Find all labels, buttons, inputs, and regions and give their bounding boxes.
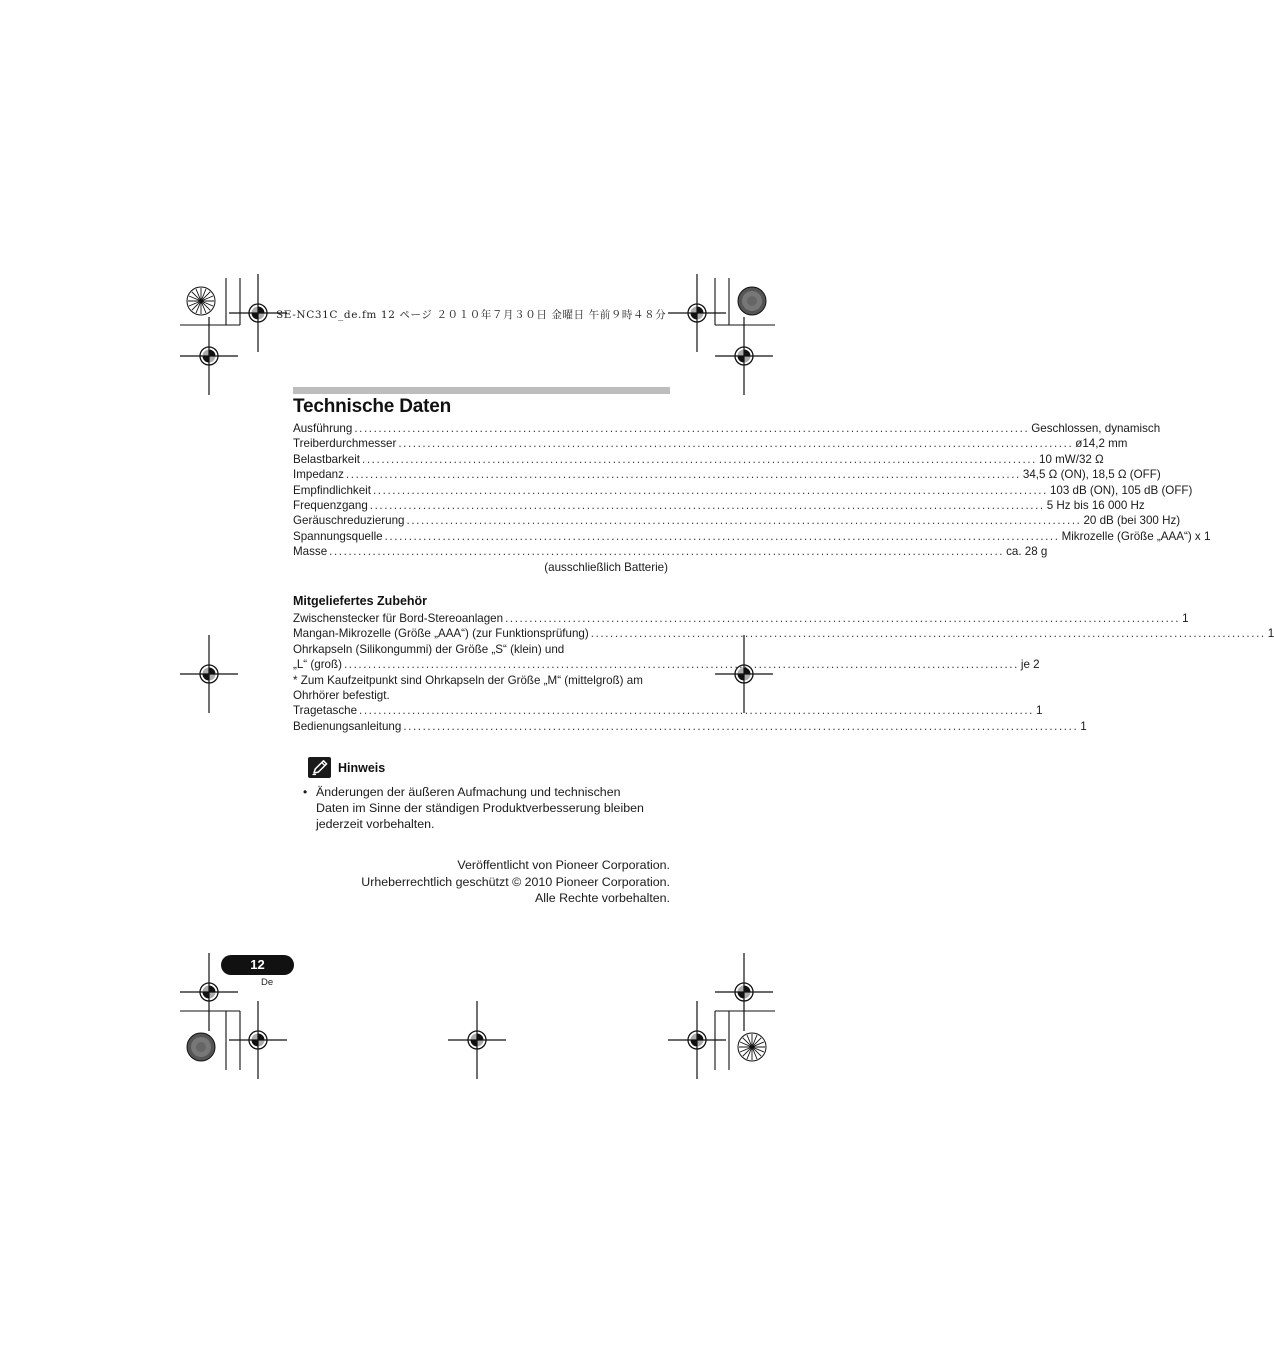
spec-label: Ausführung — [293, 422, 353, 435]
spec-value: ca. 28 g — [1006, 545, 1048, 559]
accessory-label: Tragetasche — [293, 704, 358, 718]
footnote-line: * Zum Kaufzeitpunkt sind Ohrkapseln der Größe „M“ (mittelgroß) am — [293, 673, 643, 687]
spec-continuation — [293, 560, 668, 575]
leader-dots: ............................................................................................................................................ — [372, 483, 1048, 497]
publisher-line: Veröffentlicht von Pioneer Corporation. — [457, 858, 670, 872]
accessory-qty: 1 — [1182, 612, 1189, 625]
title-bar — [293, 387, 670, 394]
accessory-label: Mangan-Mikrozelle (Größe „AAA“) (zur Funktionsprüfung) — [293, 627, 589, 641]
leader-dots: ............................................................................................................................................ — [329, 545, 1005, 559]
note-text — [316, 784, 676, 833]
note-line: Änderungen der äußeren Aufmachung und technischen — [316, 785, 621, 799]
accessories-list — [293, 611, 1274, 734]
spec-label: Masse — [293, 545, 328, 559]
spec-list — [293, 421, 1211, 575]
page-number-badge: 12 — [221, 955, 294, 975]
spec-row — [293, 467, 1161, 482]
accessories-title: Mitgeliefertes Zubehör — [293, 594, 428, 608]
accessory-row — [293, 719, 1087, 734]
file-header-line: SE-NC31C_de.fm 12 ページ ２０１０年７月３０日 金曜日 午前９時４８分 — [276, 309, 667, 321]
page-title: Technische Daten — [293, 396, 451, 417]
leader-dots: ............................................................................................................................................ — [345, 468, 1021, 482]
rights-line: Alle Rechte vorbehalten. — [534, 891, 670, 906]
spec-value: Geschlossen, dynamisch — [1031, 422, 1161, 435]
accessory-qty: je 2 — [1020, 658, 1040, 672]
leader-dots: ............................................................................................................................................ — [359, 704, 1034, 718]
spec-label: Empfindlichkeit — [293, 483, 371, 497]
note-line: Daten im Sinne der ständigen Produktverbesserung bleiben — [316, 801, 644, 816]
spec-value: (ausschließlich Batterie) — [544, 560, 668, 574]
leader-dots: ............................................................................................................................................ — [343, 658, 1019, 672]
accessory-qty: 1 — [1035, 704, 1043, 718]
accessory-row — [293, 657, 1040, 672]
accessory-row — [293, 626, 1274, 641]
spec-value: 5 Hz bis 16 000 Hz — [1046, 498, 1145, 512]
spec-row — [293, 452, 1104, 467]
footnote-line: Ohrhörer befestigt. — [293, 688, 390, 702]
leader-dots: ............................................................................................................................................ — [505, 612, 1181, 625]
leader-dots: ............................................................................................................................................ — [403, 719, 1079, 733]
spec-label: Geräuschreduzierung — [293, 514, 405, 528]
note-title: Hinweis — [338, 761, 386, 775]
leader-dots: ............................................................................................................................................ — [384, 529, 1060, 543]
accessory-label: Zwischenstecker für Bord-Stereoanlagen — [293, 612, 504, 625]
spec-row — [293, 544, 1048, 559]
pencil-icon — [308, 757, 331, 778]
leader-dots: ............................................................................................................................................ — [369, 498, 1045, 512]
accessory-label: „L“ (groß) — [293, 658, 342, 672]
accessory-qty: 1 — [1267, 627, 1274, 641]
accessory-qty: 1 — [1080, 719, 1087, 733]
spec-value: 34,5 Ω (ON), 18,5 Ω (OFF) — [1022, 468, 1161, 482]
spec-value: ø14,2 mm — [1075, 437, 1128, 451]
language-code: De — [261, 977, 274, 988]
spec-row — [293, 436, 1128, 451]
publisher-block — [300, 857, 670, 907]
spec-row — [293, 421, 1161, 436]
leader-dots: ............................................................................................................................................ — [590, 627, 1266, 641]
leader-dots: ............................................................................................................................................ — [354, 422, 1030, 435]
spec-row — [293, 483, 1193, 498]
accessory-row — [293, 611, 1189, 626]
spec-row — [293, 513, 1181, 528]
accessory-text-line: Ohrkapseln (Silikongummi) der Größe „S“ (klein) und — [293, 642, 565, 656]
leader-dots: ............................................................................................................................................ — [362, 452, 1037, 466]
spec-label: Belastbarkeit — [293, 452, 361, 466]
leader-dots: ............................................................................................................................................ — [398, 437, 1074, 451]
spec-label: Frequenzgang — [293, 498, 368, 512]
bullet-marker: • — [303, 785, 308, 799]
leader-dots: ............................................................................................................................................ — [406, 514, 1082, 528]
note-line: jederzeit vorbehalten. — [316, 817, 435, 832]
spec-label: Treiberdurchmesser — [293, 437, 397, 451]
spec-row — [293, 498, 1145, 513]
spec-value: 20 dB (bei 300 Hz) — [1083, 514, 1181, 528]
spec-label: Impedanz — [293, 468, 344, 482]
accessory-label: Bedienungsanleitung — [293, 719, 402, 733]
spec-label: Spannungsquelle — [293, 529, 383, 543]
accessory-row — [293, 703, 1043, 718]
spec-row — [293, 529, 1211, 544]
copyright-line: Urheberrechtlich geschützt © 2010 Pioneer Corporation. — [361, 874, 670, 889]
spec-value: Mikrozelle (Größe „AAA“) x 1 — [1061, 529, 1211, 543]
spec-value: 10 mW/32 Ω — [1039, 452, 1104, 466]
spec-value: 103 dB (ON), 105 dB (OFF) — [1049, 483, 1193, 497]
